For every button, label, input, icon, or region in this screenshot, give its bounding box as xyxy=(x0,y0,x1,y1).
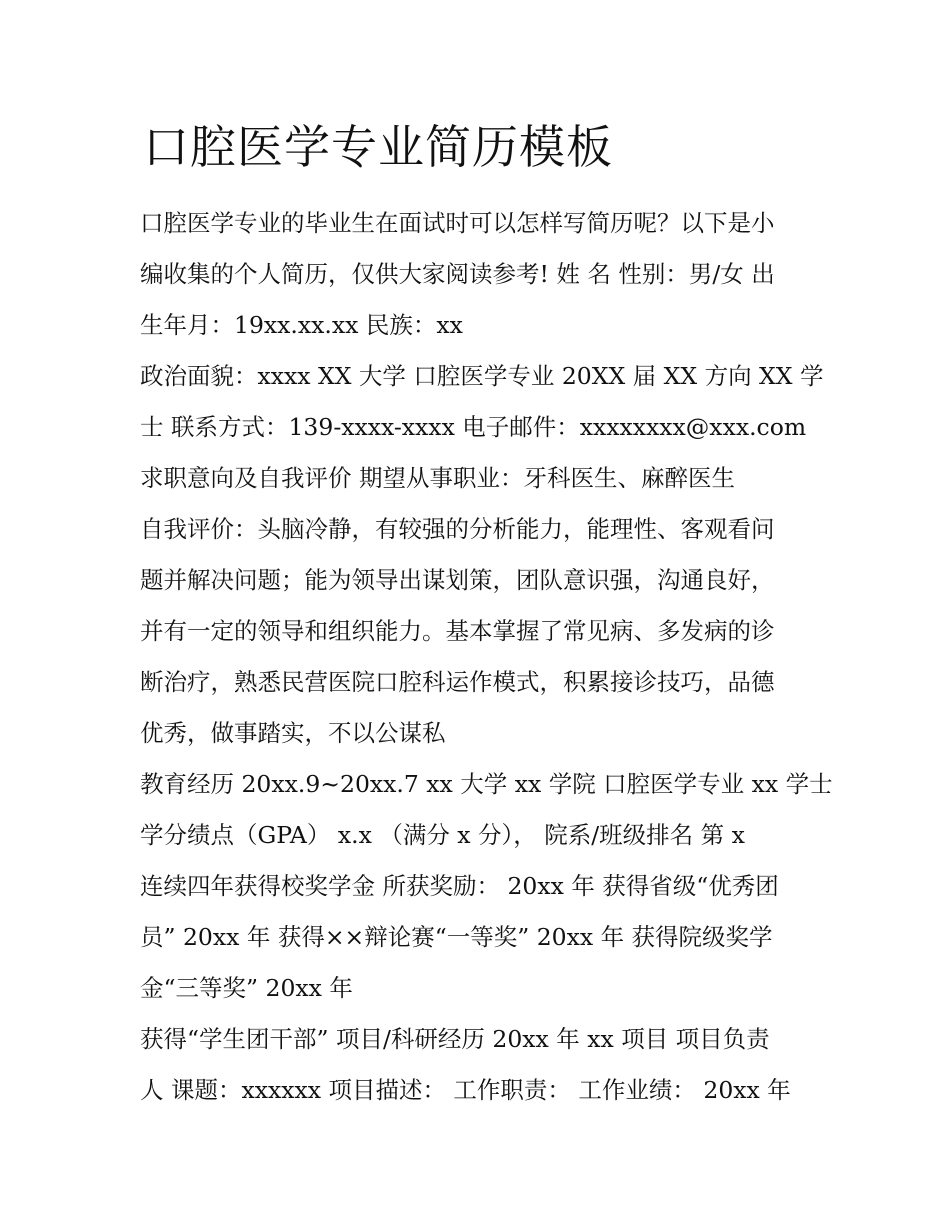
body-line: 并有一定的领导和组织能力。基本掌握了常见病、多发病的诊 xyxy=(140,617,775,645)
body-line: 金“三等奖” 20xx 年 xyxy=(140,974,353,1002)
document-body xyxy=(140,198,833,1116)
document-title: 口腔医学专业简历模板 xyxy=(143,120,613,174)
body-line: 人 课题：xxxxxx 项目描述： 工作职责： 工作业绩： 20xx 年 xyxy=(140,1076,791,1104)
body-line: 断治疗，熟悉民营医院口腔科运作模式，积累接诊技巧，品德 xyxy=(140,668,775,696)
body-line: 员” 20xx 年 获得××辩论赛“一等奖” 20xx 年 获得院级奖学 xyxy=(140,923,773,951)
body-line: 学分绩点（GPA） x.x （满分 x 分）， 院系/班级排名 第 x xyxy=(140,821,745,849)
body-line: 连续四年获得校奖学金 所获奖励： 20xx 年 获得省级“优秀团 xyxy=(140,872,779,900)
body-line: 获得“学生团干部” 项目/科研经历 20xx 年 xx 项目 项目负责 xyxy=(140,1025,770,1053)
body-line: 优秀，做事踏实，不以公谋私 xyxy=(140,719,446,747)
body-line: 求职意向及自我评价 期望从事职业：牙科医生、麻醉医生 xyxy=(140,464,735,492)
body-line: 题并解决问题；能为领导出谋划策，团队意识强，沟通良好， xyxy=(140,566,775,594)
body-line: 教育经历 20xx.9~20xx.7 xx 大学 xx 学院 口腔医学专业 xx 学士 xyxy=(140,770,833,798)
body-line: 编收集的个人简历，仅供大家阅读参考! 姓 名 性别：男/女 出 xyxy=(140,260,775,288)
body-line: 口腔医学专业的毕业生在面试时可以怎样写简历呢？以下是小 xyxy=(140,209,775,237)
body-line: 政治面貌：xxxx XX 大学 口腔医学专业 20XX 届 XX 方向 XX 学 xyxy=(140,362,824,390)
body-line: 自我评价：头脑冷静，有较强的分析能力，能理性、客观看问 xyxy=(140,515,775,543)
body-line: 生年月：19xx.xx.xx 民族：xx xyxy=(140,311,463,339)
body-line: 士 联系方式：139-xxxx-xxxx 电子邮件：xxxxxxxx@xxx.com xyxy=(140,413,807,441)
